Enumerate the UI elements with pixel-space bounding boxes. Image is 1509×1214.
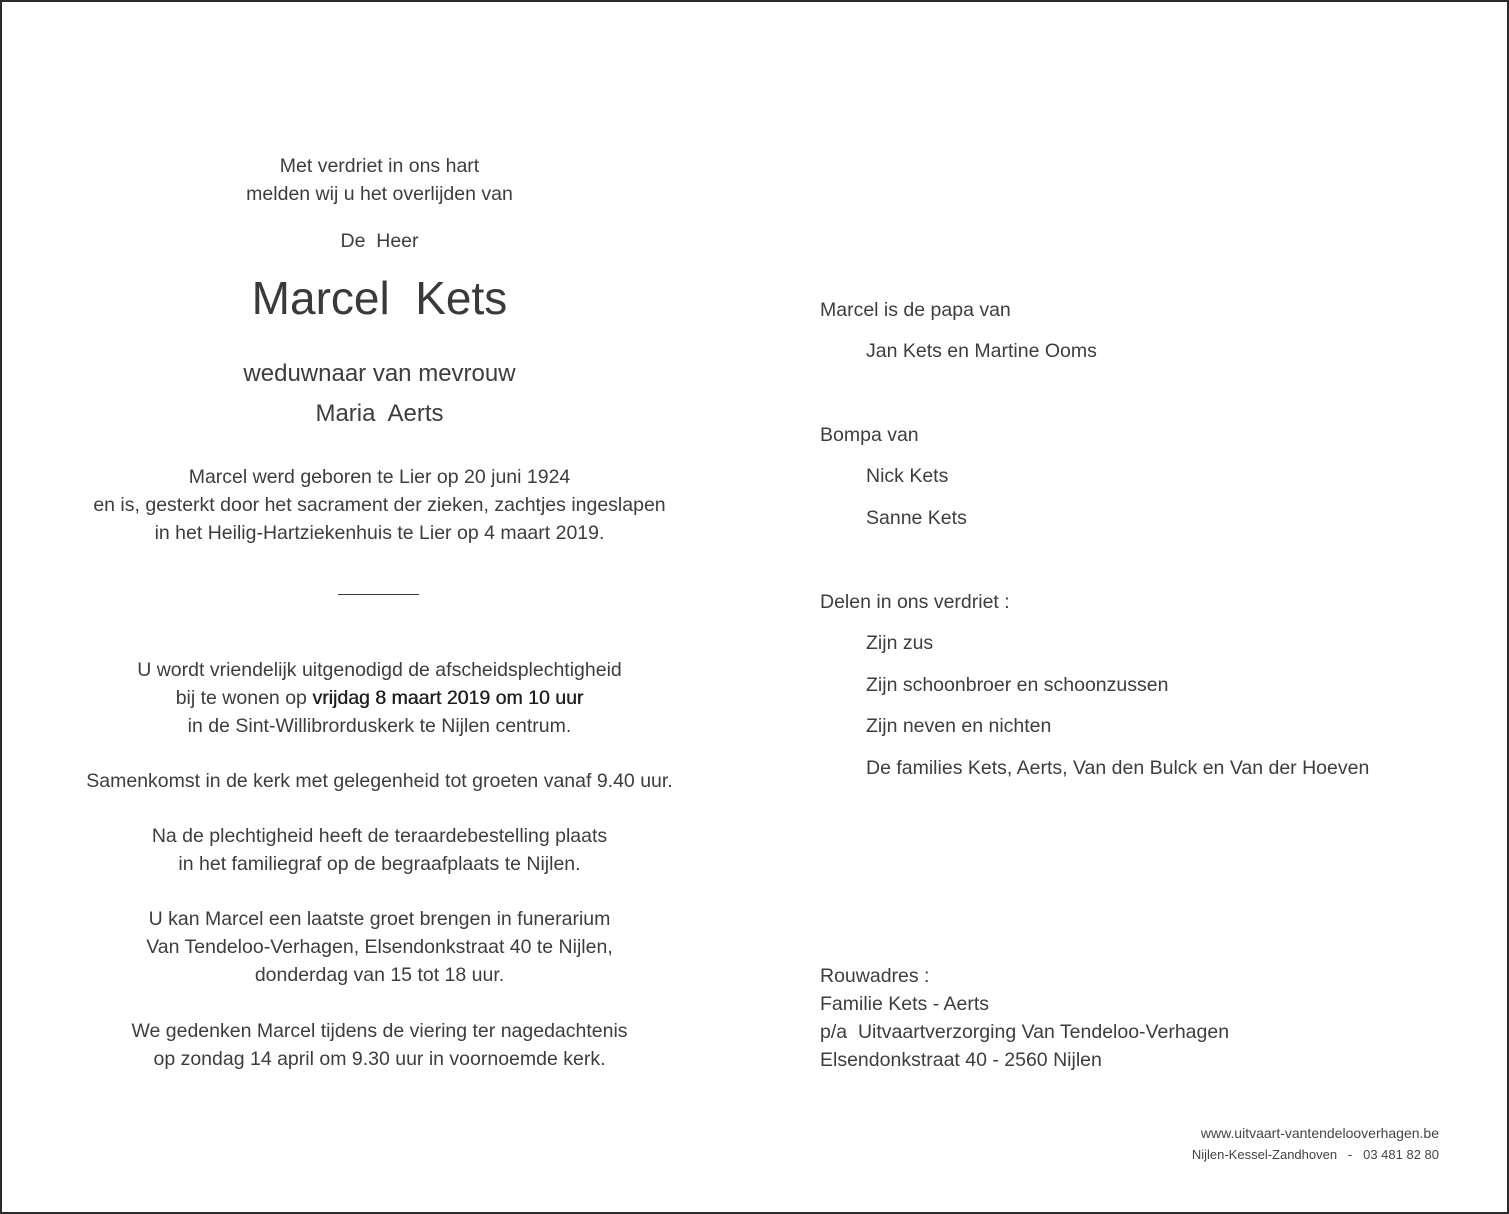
burial-line: Na de plechtigheid heeft de teraardebestelling plaats: [151, 825, 608, 847]
intro-line: Met verdriet in ons hart: [279, 155, 480, 177]
burial-line: in het familiegraf op de begraafplaats te Nijlen.: [178, 853, 581, 875]
visitation-line: Van Tendeloo-Verhagen, Elsendonkstraat 40 te Nijlen,: [146, 936, 613, 958]
visitation-line: U kan Marcel een laatste groet brengen in funerarium: [148, 908, 611, 930]
spouse-name: Maria Aerts: [315, 400, 444, 427]
grandchildren-heading: Bompa van: [820, 424, 919, 446]
mourner-entry: Zijn neven en nichten: [866, 715, 1052, 737]
mourning-address-heading: Rouwadres :: [820, 965, 930, 987]
invitation-prefix: bij te wonen op: [175, 687, 313, 709]
bio-line: in het Heilig-Hartziekenhuis te Lier op 4 maart 2019.: [154, 522, 605, 544]
mourning-address-line: Elsendonkstraat 40 - 2560 Nijlen: [820, 1049, 1102, 1071]
widow-of-line: weduwnaar van mevrouw: [243, 360, 516, 387]
mourners-heading: Delen in ons verdriet :: [820, 591, 1010, 613]
grandchild-name: Nick Kets: [866, 465, 949, 487]
child-name: Jan Kets en Martine Ooms: [866, 340, 1097, 362]
grandchild-name: Sanne Kets: [866, 507, 967, 529]
intro-line: melden wij u het overlijden van: [246, 183, 513, 205]
children-heading: Marcel is de papa van: [820, 299, 1011, 321]
honorific: De Heer: [340, 230, 419, 252]
mourner-entry: De families Kets, Aerts, Van den Bulck en Van der Hoeven: [866, 757, 1370, 779]
mourner-entry: Zijn zus: [866, 632, 934, 654]
gathering-line: Samenkomst in de kerk met gelegenheid tot groeten vanaf 9.40 uur.: [86, 770, 673, 792]
ceremony-date: vrijdag 8 maart 2019 om 10 uur: [312, 687, 584, 709]
invitation-line: [42, 684, 717, 712]
invitation-line: in de Sint-Willibrorduskerk te Nijlen centrum.: [187, 715, 572, 737]
memorial-line: op zondag 14 april om 9.30 uur in voornoemde kerk.: [153, 1048, 606, 1070]
funeral-home-locations-phone: Nijlen-Kessel-Zandhoven - 03 481 82 80: [1191, 1147, 1439, 1162]
bio-line: Marcel werd geboren te Lier op 20 juni 1924: [188, 466, 571, 488]
mourning-address-line: p/a Uitvaartverzorging Van Tendeloo-Verhagen: [820, 1021, 1230, 1043]
mourning-address-line: Familie Kets - Aerts: [820, 993, 990, 1015]
bio-line: en is, gesterkt door het sacrament der zieken, zachtjes ingeslapen: [93, 494, 666, 516]
section-divider: [338, 594, 419, 595]
funeral-home-website: www.uitvaart-vantendelooverhagen.be: [1200, 1125, 1439, 1141]
deceased-name: Marcel Kets: [251, 272, 508, 324]
mourner-entry: Zijn schoonbroer en schoonzussen: [866, 674, 1169, 696]
visitation-line: donderdag van 15 tot 18 uur.: [254, 964, 505, 986]
memorial-line: We gedenken Marcel tijdens de viering ter nagedachtenis: [131, 1020, 628, 1042]
invitation-line: U wordt vriendelijk uitgenodigd de afscheidsplechtigheid: [137, 659, 622, 681]
